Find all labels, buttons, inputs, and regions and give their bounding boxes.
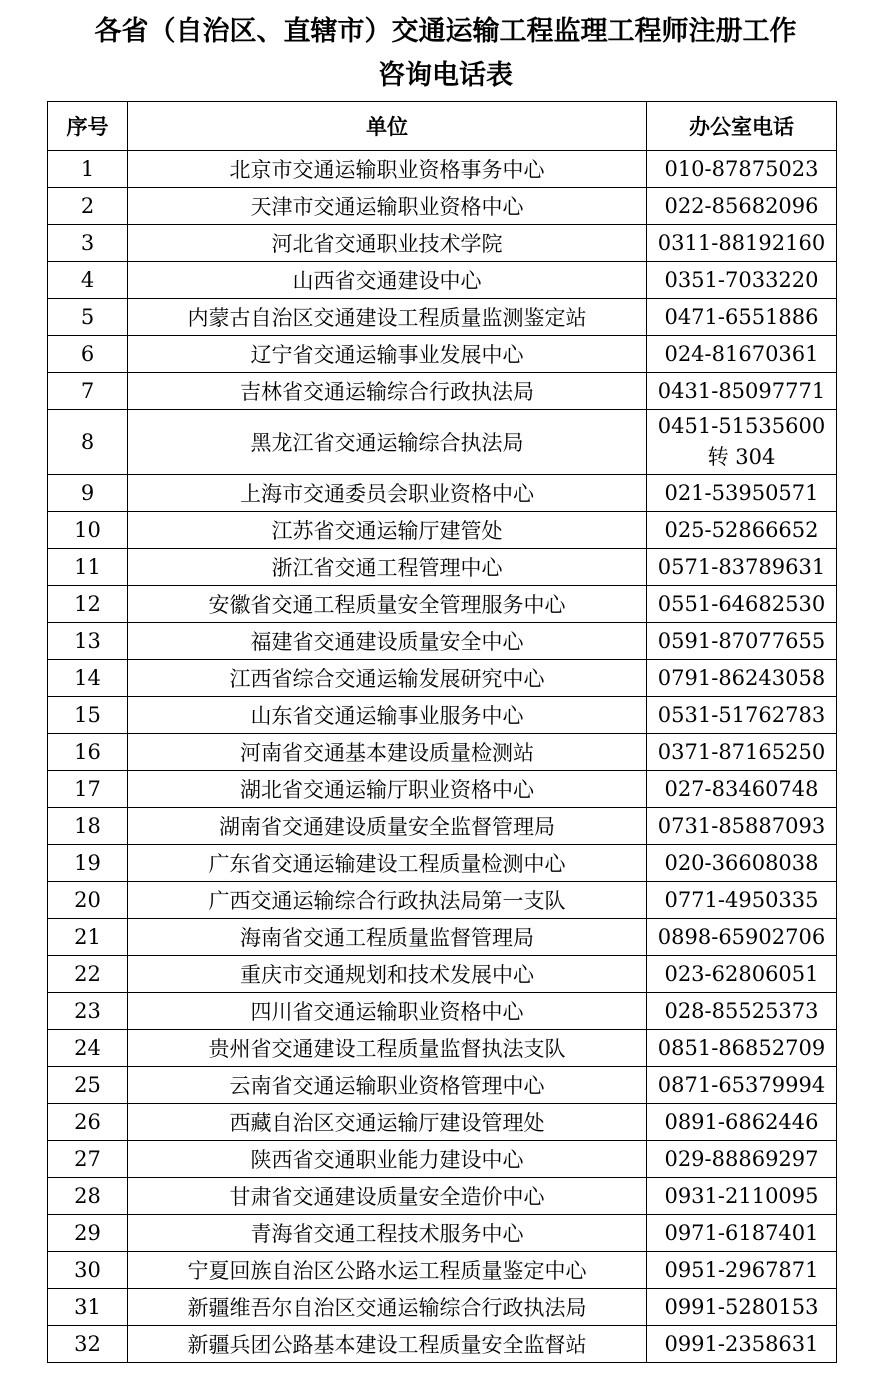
cell-serial-number: 3 xyxy=(48,225,128,262)
cell-unit: 西藏自治区交通运输厅建设管理处 xyxy=(128,1104,647,1141)
cell-unit: 重庆市交通规划和技术发展中心 xyxy=(128,956,647,993)
cell-office-phone: 024-81670361 xyxy=(647,336,837,373)
cell-office-phone xyxy=(647,410,837,475)
cell-office-phone: 029-88869297 xyxy=(647,1141,837,1178)
cell-office-phone: 0991-2358631 xyxy=(647,1326,837,1363)
cell-serial-number: 19 xyxy=(48,845,128,882)
table-row xyxy=(48,1141,837,1178)
cell-unit: 内蒙古自治区交通建设工程质量监测鉴定站 xyxy=(128,299,647,336)
cell-office-phone: 0871-65379994 xyxy=(647,1067,837,1104)
cell-serial-number: 29 xyxy=(48,1215,128,1252)
table-row xyxy=(48,771,837,808)
cell-serial-number: 26 xyxy=(48,1104,128,1141)
table-row xyxy=(48,1215,837,1252)
cell-office-phone: 0991-5280153 xyxy=(647,1289,837,1326)
cell-serial-number: 13 xyxy=(48,623,128,660)
page-title xyxy=(0,10,891,98)
cell-office-phone: 0791-86243058 xyxy=(647,660,837,697)
cell-unit: 黑龙江省交通运输综合执法局 xyxy=(128,410,647,475)
cell-office-phone: 0471-6551886 xyxy=(647,299,837,336)
cell-serial-number: 27 xyxy=(48,1141,128,1178)
cell-office-phone: 0891-6862446 xyxy=(647,1104,837,1141)
cell-unit: 陕西省交通职业能力建设中心 xyxy=(128,1141,647,1178)
table-body xyxy=(48,151,837,1363)
table-row xyxy=(48,660,837,697)
table-row xyxy=(48,299,837,336)
table-row xyxy=(48,188,837,225)
table-row xyxy=(48,1289,837,1326)
cell-serial-number: 12 xyxy=(48,586,128,623)
cell-office-phone: 028-85525373 xyxy=(647,993,837,1030)
table-row xyxy=(48,882,837,919)
cell-serial-number: 10 xyxy=(48,512,128,549)
cell-office-phone: 0371-87165250 xyxy=(647,734,837,771)
cell-office-phone: 021-53950571 xyxy=(647,475,837,512)
cell-serial-number: 17 xyxy=(48,771,128,808)
cell-unit: 广西交通运输综合行政执法局第一支队 xyxy=(128,882,647,919)
cell-office-phone: 0851-86852709 xyxy=(647,1030,837,1067)
cell-office-phone: 025-52866652 xyxy=(647,512,837,549)
cell-unit: 浙江省交通工程管理中心 xyxy=(128,549,647,586)
table-row xyxy=(48,475,837,512)
cell-serial-number: 24 xyxy=(48,1030,128,1067)
cell-unit: 江西省综合交通运输发展研究中心 xyxy=(128,660,647,697)
cell-office-phone: 010-87875023 xyxy=(647,151,837,188)
phone-extension: 转 304 xyxy=(707,445,776,469)
cell-serial-number: 25 xyxy=(48,1067,128,1104)
cell-serial-number: 22 xyxy=(48,956,128,993)
cell-unit: 山西省交通建设中心 xyxy=(128,262,647,299)
table-row xyxy=(48,410,837,475)
cell-serial-number: 14 xyxy=(48,660,128,697)
cell-serial-number: 15 xyxy=(48,697,128,734)
phone-number: 0451-51535600 xyxy=(657,414,826,438)
header-office-phone: 办公室电话 xyxy=(647,102,837,151)
table-row xyxy=(48,993,837,1030)
cell-unit: 青海省交通工程技术服务中心 xyxy=(128,1215,647,1252)
cell-unit: 宁夏回族自治区公路水运工程质量鉴定中心 xyxy=(128,1252,647,1289)
cell-office-phone: 0931-2110095 xyxy=(647,1178,837,1215)
cell-office-phone: 020-36608038 xyxy=(647,845,837,882)
cell-serial-number: 18 xyxy=(48,808,128,845)
header-serial-number: 序号 xyxy=(48,102,128,151)
table-row xyxy=(48,623,837,660)
cell-unit: 新疆维吾尔自治区交通运输综合行政执法局 xyxy=(128,1289,647,1326)
table-row xyxy=(48,697,837,734)
cell-unit: 河南省交通基本建设质量检测站 xyxy=(128,734,647,771)
cell-unit: 北京市交通运输职业资格事务中心 xyxy=(128,151,647,188)
table-row xyxy=(48,1067,837,1104)
table-row xyxy=(48,151,837,188)
cell-office-phone: 0898-65902706 xyxy=(647,919,837,956)
cell-office-phone: 0971-6187401 xyxy=(647,1215,837,1252)
cell-unit: 海南省交通工程质量监督管理局 xyxy=(128,919,647,956)
table-row xyxy=(48,1104,837,1141)
cell-serial-number: 28 xyxy=(48,1178,128,1215)
table-header-row xyxy=(48,102,837,151)
cell-office-phone: 0571-83789631 xyxy=(647,549,837,586)
cell-unit: 云南省交通运输职业资格管理中心 xyxy=(128,1067,647,1104)
cell-serial-number: 32 xyxy=(48,1326,128,1363)
table-row xyxy=(48,808,837,845)
contact-table xyxy=(47,101,837,1363)
cell-serial-number: 7 xyxy=(48,373,128,410)
cell-serial-number: 11 xyxy=(48,549,128,586)
cell-serial-number: 8 xyxy=(48,410,128,475)
table-row xyxy=(48,225,837,262)
cell-office-phone: 0771-4950335 xyxy=(647,882,837,919)
cell-office-phone: 0731-85887093 xyxy=(647,808,837,845)
cell-serial-number: 21 xyxy=(48,919,128,956)
cell-unit: 天津市交通运输职业资格中心 xyxy=(128,188,647,225)
page-title-line-2: 咨询电话表 xyxy=(378,60,513,91)
cell-office-phone: 0531-51762783 xyxy=(647,697,837,734)
cell-serial-number: 1 xyxy=(48,151,128,188)
cell-unit: 湖北省交通运输厅职业资格中心 xyxy=(128,771,647,808)
cell-serial-number: 4 xyxy=(48,262,128,299)
cell-unit: 甘肃省交通建设质量安全造价中心 xyxy=(128,1178,647,1215)
cell-office-phone: 0431-85097771 xyxy=(647,373,837,410)
cell-office-phone: 0311-88192160 xyxy=(647,225,837,262)
cell-unit: 福建省交通建设质量安全中心 xyxy=(128,623,647,660)
cell-serial-number: 16 xyxy=(48,734,128,771)
cell-unit: 山东省交通运输事业服务中心 xyxy=(128,697,647,734)
table-row xyxy=(48,1178,837,1215)
cell-serial-number: 23 xyxy=(48,993,128,1030)
cell-unit: 四川省交通运输职业资格中心 xyxy=(128,993,647,1030)
cell-unit: 新疆兵团公路基本建设工程质量安全监督站 xyxy=(128,1326,647,1363)
cell-serial-number: 2 xyxy=(48,188,128,225)
table-row xyxy=(48,1326,837,1363)
cell-serial-number: 5 xyxy=(48,299,128,336)
cell-office-phone: 023-62806051 xyxy=(647,956,837,993)
cell-unit: 江苏省交通运输厅建管处 xyxy=(128,512,647,549)
cell-unit: 吉林省交通运输综合行政执法局 xyxy=(128,373,647,410)
cell-unit: 湖南省交通建设质量安全监督管理局 xyxy=(128,808,647,845)
cell-office-phone: 0591-87077655 xyxy=(647,623,837,660)
table-row xyxy=(48,586,837,623)
cell-unit: 贵州省交通建设工程质量监督执法支队 xyxy=(128,1030,647,1067)
page-title-line-1: 各省（自治区、直辖市）交通运输工程监理工程师注册工作 xyxy=(94,16,797,47)
cell-serial-number: 6 xyxy=(48,336,128,373)
table-row xyxy=(48,919,837,956)
cell-serial-number: 9 xyxy=(48,475,128,512)
table-row xyxy=(48,336,837,373)
cell-unit: 上海市交通委员会职业资格中心 xyxy=(128,475,647,512)
cell-office-phone: 0551-64682530 xyxy=(647,586,837,623)
table-row xyxy=(48,734,837,771)
cell-unit: 安徽省交通工程质量安全管理服务中心 xyxy=(128,586,647,623)
header-unit: 单位 xyxy=(128,102,647,151)
cell-unit: 辽宁省交通运输事业发展中心 xyxy=(128,336,647,373)
table-row xyxy=(48,512,837,549)
cell-office-phone: 022-85682096 xyxy=(647,188,837,225)
cell-office-phone: 027-83460748 xyxy=(647,771,837,808)
cell-office-phone: 0351-7033220 xyxy=(647,262,837,299)
cell-serial-number: 30 xyxy=(48,1252,128,1289)
table-row xyxy=(48,956,837,993)
table-row xyxy=(48,373,837,410)
cell-serial-number: 20 xyxy=(48,882,128,919)
table-row xyxy=(48,1252,837,1289)
table-row xyxy=(48,549,837,586)
table-row xyxy=(48,1030,837,1067)
cell-unit: 河北省交通职业技术学院 xyxy=(128,225,647,262)
table-row xyxy=(48,262,837,299)
cell-office-phone: 0951-2967871 xyxy=(647,1252,837,1289)
cell-serial-number: 31 xyxy=(48,1289,128,1326)
cell-unit: 广东省交通运输建设工程质量检测中心 xyxy=(128,845,647,882)
table-row xyxy=(48,845,837,882)
